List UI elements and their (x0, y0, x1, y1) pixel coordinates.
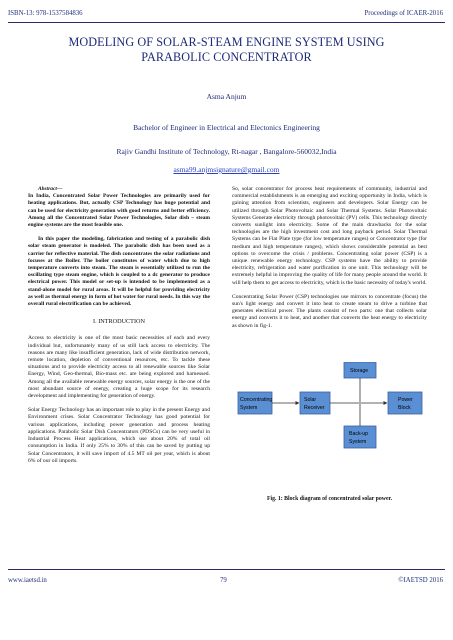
receiver-label-2: Receiver (304, 405, 325, 411)
figure-caption: Fig. 1: Block diagram of concentrated solar power. (266, 496, 393, 502)
copyright-text: ©IAETSD 2016 (398, 577, 443, 584)
paper-title: MODELING OF SOLAR-STEAM ENGINE SYSTEM USING PARABOLIC CONCENTRATOR (68, 35, 385, 64)
author-institution: Rajiv Gandhi Institute of Technology, Rt-nagar , Bangalore-560032,India (116, 147, 337, 156)
backup-label-1: Back-up (349, 431, 369, 437)
author-email-link[interactable]: asma99.anjmsignature@gmail.com (173, 165, 280, 174)
footer-divider (8, 569, 445, 570)
right-paragraph-1: So, solar concentrator for process heat requirements of community, industrial and commercial establishments is an emerging and exciting opportunity in India, which is gaining attention from scientists, engineers and developers. Solar Energy can be utilized through Solar Photovoltaic and Solar Thermal Systems. Solar Photovoltaic Systems Generate electricity through photovoltaic (PV) cells. This technology directly converts sunlight into electricity. Some of the main drawbacks for the solar technologies are the high investment cost and long payback period. Solar Thermal Systems can be Flat Plate type (for low temperature ranges) or Concentrator type (for medium and high temperature ranges), which shows considerable potential as best options to overcome the crisis / problems. Concentrating solar power (CSP) is a unique renewable energy technology. CSP systems have the ability to provide electricity, refrigeration and water purification in one unit. This technology will be extremely helpful in improving the quality of life for many people around the world. It will help them to get access to electricity, which is the basic necessity of today's world. (232, 186, 427, 286)
csp-block-diagram (232, 362, 427, 490)
proceedings-header: Proceedings of ICAER-2016 (364, 10, 443, 17)
right-paragraph-2: Concentrating Solar Power (CSP) technologies use mirrors to concentrate (focus) the sun's light energy and convert it into heat to create steam to drive a turbine that generates electrical power. The plants consist of two parts: one that collects solar energy and converts it to heat, and another that converts the heat energy to electricity as shown in fig-1. (232, 293, 427, 329)
abstract-paragraph-1 (28, 186, 210, 229)
receiver-label-1: Solar (304, 397, 317, 403)
section-heading-introduction: I. INTRODUCTION (93, 318, 145, 326)
power-label-1: Power (398, 397, 413, 403)
page-number: 79 (220, 577, 227, 584)
abstract-paragraph-2: In this paper the modeling, fabrication and testing of a parabolic dish solar steam generator is modeled. The parabolic dish has been used as a carrier for reflective material. The dish concentrates the solar radiations and focuses at the Boiler. The boiler constitutes of water which due to high temperature converts into steam. The steam is essentially utilized to run the oscillating type steam engine, which is coupled to a dc generator to produce electrical power. This model or set-up is intended to be implemented as a stand-alone model for rural areas. It will be helpful for providing electricity as well as thermal energy in form of hot water for rural needs. In this way the overall rural electrification can be achieved. (28, 236, 210, 308)
backup-label-2: System (349, 439, 367, 445)
right-column (232, 186, 427, 337)
website-link[interactable]: www.iaetsd.in (8, 577, 47, 584)
storage-label: Storage (350, 368, 369, 374)
author-degree: Bachelor of Engineer in Electrical and Electonics Engineering (133, 123, 320, 132)
abstract-text-1: In India, Concentrated Solar Power Technologies are primarily used for heating applications. But, actually CSP Technology has huge potential and can be used for electricity generation with good returns and better efficiency. Among all the Concentrated Solar Power Technologies, Solar dish – steam engine systems are the most feasible one. (28, 193, 210, 229)
author-name: Asma Anjum (206, 92, 247, 101)
intro-paragraph-2: Solar Energy Technology has an important role to play in the present Energy and Environment crises. Solar Concentrator Technology has good potential for various applications, including power generation and process heating applications. Parabolic Solar Dish Concentrators (PDSCs) can be very useful in Industrial Process Heat applications, which use about 20% of total oil consumption in India. If only 25% to 30% of this can be saved by putting up Solar Concentrators, it will save import of 4.5 MT oil per year, which is about 6% of our oil imports. (28, 407, 210, 464)
concentrating-label-2: System (240, 405, 258, 411)
intro-paragraph-1: Access to electricity is one of the most basic necessities of each and every individual but, unfortunately many of us still lack access to electricity. The reasons are many like insufficient generation, lack of wide distribution network, remote location, depletion of conventional resources, etc. To tackle these situations and to provide electricity access to all renewable sources like Solar Energy, Wind, Geo-thermal, Bio-mass etc. are being explored and harnessed. Among all the available renewable energy sources, solar energy is the one of the most abundant source of energy, creating a huge scope for its research development and implementing for generation of energy. (28, 335, 210, 400)
power-label-2: Block (398, 405, 411, 411)
left-column (28, 186, 210, 472)
abstract-label: Abstract— (38, 186, 63, 192)
isbn-header: ISBN-13: 978-1537584836 (8, 10, 83, 17)
header-divider (8, 22, 445, 23)
concentrating-label-1: Concentrating (240, 397, 273, 403)
